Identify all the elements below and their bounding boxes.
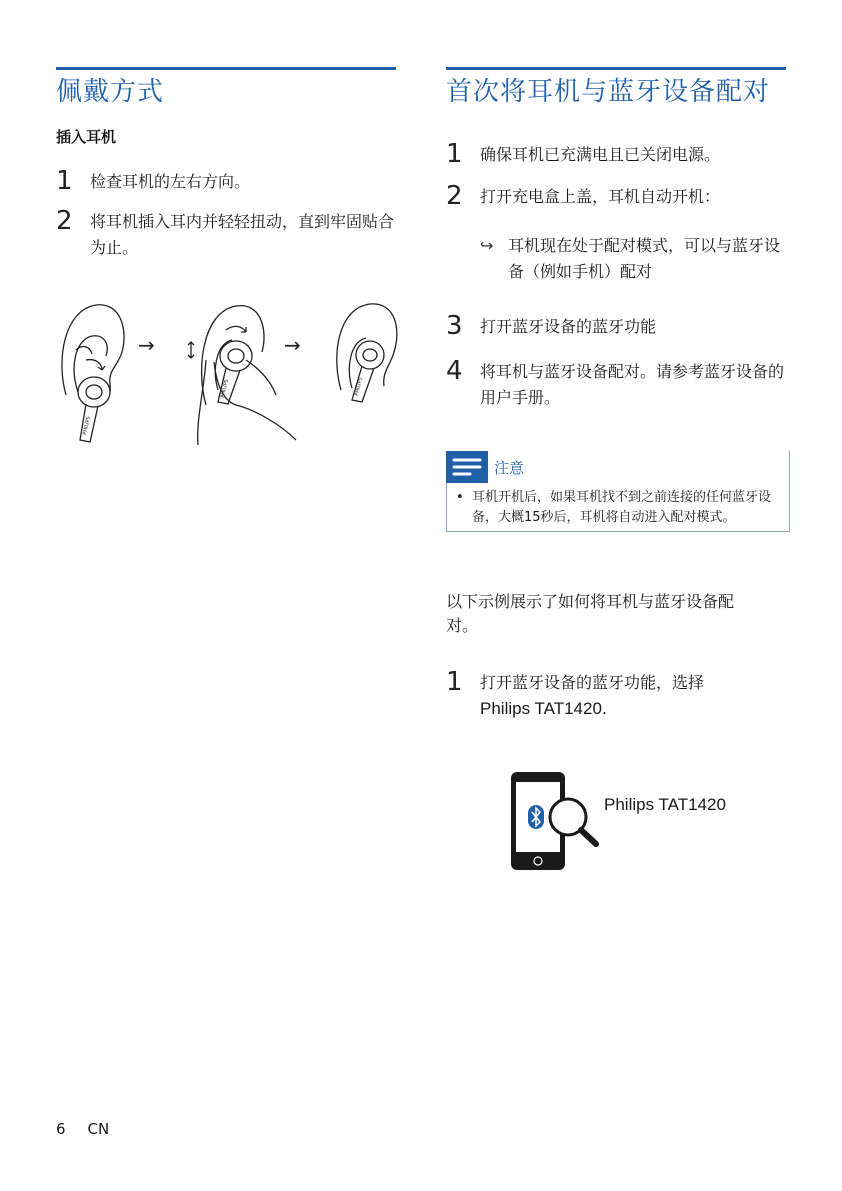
bullet: • [456, 490, 464, 505]
step-text [480, 668, 740, 722]
svg-text:PHILIPS: PHILIPS [220, 378, 230, 399]
pair-step-3 [446, 312, 656, 340]
left-heading-rule [56, 67, 396, 70]
svg-text:PHILIPS: PHILIPS [354, 376, 364, 397]
step-text: 打开蓝牙设备的蓝牙功能 [480, 317, 657, 336]
step-number: 1 [446, 667, 463, 697]
step-number: 4 [446, 356, 463, 386]
example-step-text: 打开蓝牙设备的蓝牙功能，选择 [480, 673, 705, 692]
pairing-heading: 首次将耳机与蓝牙设备配对 [446, 77, 771, 107]
pair-step-4 [446, 357, 786, 411]
example-intro: 以下示例展示了如何将耳机与蓝牙设备配对。 [446, 592, 735, 635]
pair-step-2 [446, 182, 720, 210]
wear-step-1 [56, 167, 401, 195]
earbud-brand: PHILIPS [82, 415, 92, 436]
note-title: 注意 [494, 459, 525, 477]
page-footer [56, 1120, 109, 1138]
page-number: 6 [56, 1120, 66, 1138]
wearing-heading: 佩戴方式 [56, 77, 165, 107]
pair-substep [480, 233, 785, 285]
note-item [456, 488, 782, 528]
step-number: 3 [446, 311, 463, 341]
device-name-label: Philips TAT1420 [604, 795, 726, 814]
phone-search-illustration [508, 770, 608, 872]
device-name: Philips TAT1420 [480, 699, 602, 718]
step-text: 将耳机与蓝牙设备配对。请参考蓝牙设备的用户手册。 [480, 362, 785, 407]
earbud-icon [352, 341, 384, 402]
insert-earbuds-subheading: 插入耳机 [56, 128, 117, 146]
step-number: 2 [446, 181, 463, 211]
note-lines-icon [446, 451, 488, 483]
step-number: 1 [56, 166, 73, 196]
step-text: 检查耳机的左右方向。 [90, 172, 251, 191]
note-text: 耳机开机后，如果耳机找不到之前连接的任何蓝牙设备，大概15秒后，耳机将自动进入配对模式。 [472, 490, 772, 525]
step-text: 确保耳机已充满电且已关闭电源。 [480, 145, 721, 164]
step-text: 将耳机插入耳内并轻轻扭动，直到牢固贴合为止。 [90, 212, 395, 257]
pair-step-1 [446, 140, 720, 168]
example-step-1 [446, 668, 740, 722]
result-arrow-icon: ↪ [480, 236, 494, 255]
step-number: 2 [56, 206, 73, 236]
earbud-icon [78, 377, 110, 442]
step-number: 1 [446, 139, 463, 169]
next-arrow-1: → [138, 333, 155, 357]
bluetooth-icon [528, 805, 544, 829]
rotate-arrow-icon [226, 326, 246, 332]
wearing-illustration [56, 300, 401, 445]
right-heading-rule [446, 67, 786, 70]
sentence-end: . [601, 699, 607, 718]
next-arrow-2: → [284, 333, 301, 357]
wear-step-2 [56, 207, 401, 261]
language-code: CN [87, 1120, 110, 1138]
step-text: 打开充电盒上盖，耳机自动开机： [480, 187, 721, 206]
substep-text: 耳机现在处于配对模式，可以与蓝牙设备（例如手机）配对 [508, 236, 781, 281]
